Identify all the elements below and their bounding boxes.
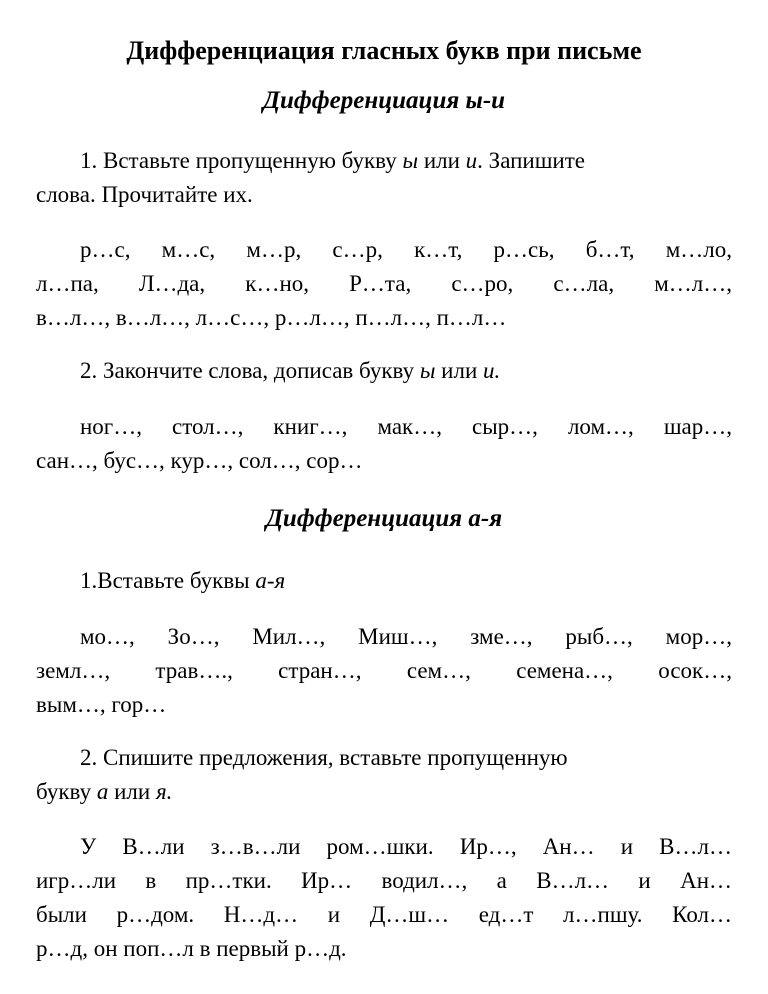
task-2-a-ya <box>36 741 732 809</box>
task-text: или <box>418 148 466 173</box>
sentence-line: были р…дом. Н…д… и Д…ш… ед…т л…пшу. Кол… <box>36 902 732 927</box>
section-heading-a-ya: Дифференциация а-я <box>265 505 503 532</box>
word-line: в…л…, в…л…, л…с…, р…л…, п…л…, п…л… <box>36 305 507 330</box>
letter: я. <box>155 779 173 804</box>
page-title: Дифференциация гласных букв при письме <box>126 36 642 65</box>
task-text: слова. Прочитайте их. <box>36 182 253 207</box>
word-list-3 <box>36 620 732 722</box>
letter: ы <box>419 358 436 383</box>
word-list-2 <box>36 410 732 478</box>
task-text: 1.Вставьте буквы <box>80 568 256 593</box>
sentence-line: У В…ли з…в…ли ром…шки. Ир…, Ан… и В…л… <box>80 834 732 859</box>
task-text: или <box>108 779 156 804</box>
word-line: сан…, бус…, кур…, сол…, сор… <box>36 448 363 473</box>
letter: а <box>96 779 109 804</box>
task-1-y-i <box>36 144 732 212</box>
word-line: л…па, Л…да, к…но, Р…та, с…ро, с…ла, м…л…, <box>36 271 732 296</box>
sentence-list <box>36 830 732 966</box>
task-text: или <box>435 358 484 383</box>
word-line: вым…, гор… <box>36 692 167 717</box>
word-line: ног…, стол…, книг…, мак…, сыр…, лом…, шар…, <box>80 414 732 439</box>
sentence-line: игр…ли в пр…тки. Ир… водил…, а В…л… и Ан… <box>36 868 732 893</box>
letter: ы <box>402 148 419 173</box>
letter: и. <box>483 358 501 383</box>
word-list-1 <box>36 233 732 335</box>
word-line: земл…, трав…., стран…, сем…, семена…, осок…, <box>36 658 732 683</box>
task-2-y-i <box>36 354 732 388</box>
task-text: 2. Спишите предложения, вставьте пропущенную <box>80 745 568 770</box>
word-line: мо…, Зо…, Мил…, Миш…, зме…, рыб…, мор…, <box>80 624 732 649</box>
task-1-a-ya <box>36 564 732 598</box>
sentence-line: р…д, он поп…л в первый р…д. <box>36 936 347 961</box>
task-text: букву <box>36 779 97 804</box>
task-text: . Запишите <box>477 148 585 173</box>
section-heading-y-i: Дифференциация ы-и <box>262 87 506 114</box>
task-text: 2. Закончите слова, дописав букву <box>80 358 420 383</box>
letter: и <box>465 148 478 173</box>
task-text: 1. Вставьте пропущенную букву <box>80 148 403 173</box>
word-line: р…с, м…с, м…р, с…р, к…т, р…сь, б…т, м…ло, <box>80 237 732 262</box>
letter: а-я <box>255 568 286 593</box>
